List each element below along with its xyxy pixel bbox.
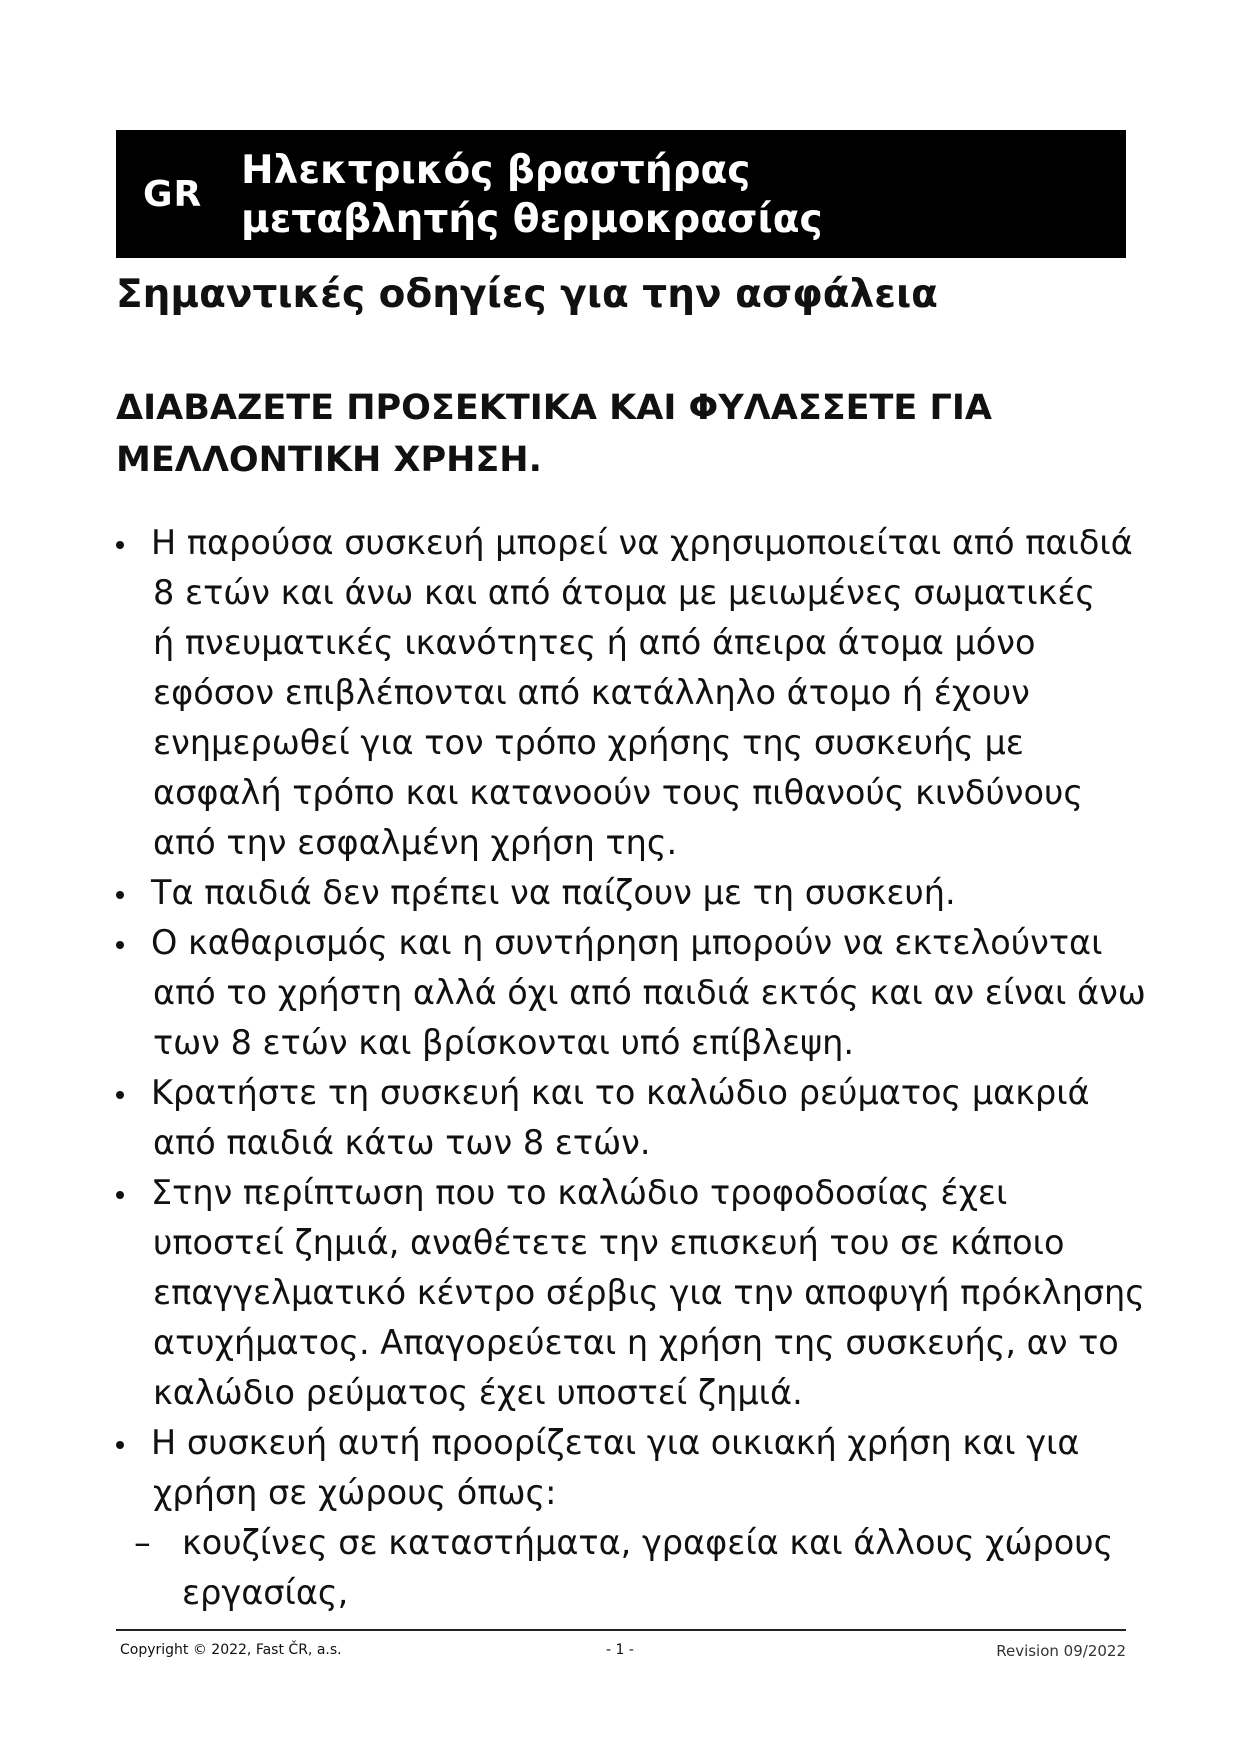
list-item-line: εφόσον επιβλέπονται από κατάλληλο άτομο ή έχουν bbox=[153, 673, 1030, 712]
list-item-line: από την εσφαλμένη χρήση της. bbox=[153, 823, 678, 862]
list-item-line: ή πνευματικές ικανότητες ή από άπειρα άτομα μόνο bbox=[153, 623, 1036, 662]
list-item-line: από παιδιά κάτω των 8 ετών. bbox=[153, 1123, 651, 1162]
revision-label: Revision 09/2022 bbox=[996, 1642, 1126, 1660]
list-item-line: κουζίνες σε καταστήματα, γραφεία και άλλους χώρους bbox=[182, 1523, 1114, 1562]
bullet-icon bbox=[116, 1441, 124, 1449]
list-item-line: Η παρούσα συσκευή μπορεί να χρησιμοποιείται από παιδιά bbox=[151, 523, 1133, 562]
list-item-line: των 8 ετών και βρίσκονται υπό επίβλεψη. bbox=[153, 1023, 855, 1062]
warning-heading bbox=[116, 382, 992, 486]
bullet-icon bbox=[116, 941, 124, 949]
list-item-line: ατυχήματος. Απαγορεύεται η χρήση της συσκευής, αν το bbox=[153, 1323, 1119, 1362]
list-item-line: υποστεί ζημιά, αναθέτετε την επισκευή του σε κάποιο bbox=[153, 1223, 1065, 1262]
list-item bbox=[116, 518, 1136, 868]
header-bar bbox=[116, 130, 1126, 258]
language-code: GR bbox=[143, 174, 203, 215]
copyright-notice: Copyright © 2022, Fast ČR, a.s. bbox=[120, 1642, 342, 1658]
document-title bbox=[241, 146, 823, 244]
sub-list-item bbox=[134, 1518, 1136, 1618]
list-item-line: Η συσκευή αυτή προορίζεται για οικιακή χρήση και για bbox=[151, 1423, 1080, 1462]
bullet-icon bbox=[116, 1191, 124, 1199]
warning-line-2: ΜΕΛΛΟΝΤΙΚΗ ΧΡΗΣΗ. bbox=[116, 440, 542, 480]
page-number: - 1 - bbox=[606, 1642, 634, 1658]
safety-instructions-list bbox=[116, 518, 1146, 1618]
list-item bbox=[116, 868, 1136, 918]
section-heading: Σημαντικές οδηγίες για την ασφάλεια bbox=[116, 272, 938, 317]
list-item-line: από το χρήστη αλλά όχι από παιδιά εκτός και αν είναι άνω bbox=[153, 973, 1146, 1012]
list-item-line: Ο καθαρισμός και η συντήρηση μπορούν να εκτελούνται bbox=[151, 923, 1103, 962]
list-item-line: εργασίας, bbox=[182, 1573, 349, 1612]
document-title-line-1: Ηλεκτρικός βραστήρας bbox=[241, 148, 751, 193]
list-item bbox=[116, 1418, 1136, 1518]
warning-line-1: ΔΙΑΒΑΖΕΤΕ ΠΡΟΣΕΚΤΙΚΑ ΚΑΙ ΦΥΛΑΣΣΕΤΕ ΓΙΑ bbox=[116, 388, 992, 428]
list-item-line: επαγγελματικό κέντρο σέρβις για την αποφυγή πρόκλησης bbox=[153, 1273, 1145, 1312]
list-item bbox=[116, 918, 1146, 1068]
dash-marker: – bbox=[134, 1523, 151, 1562]
bullet-icon bbox=[116, 1091, 124, 1099]
list-item-line: Στην περίπτωση που το καλώδιο τροφοδοσίας έχει bbox=[151, 1173, 1008, 1212]
list-item-line: ενημερωθεί για τον τρόπο χρήσης της συσκευής με bbox=[153, 723, 1024, 762]
bullet-icon bbox=[116, 891, 124, 899]
list-item-line: χρήση σε χώρους όπως: bbox=[153, 1473, 557, 1512]
list-item bbox=[116, 1068, 1136, 1168]
list-item-line: ασφαλή τρόπο και κατανοούν τους πιθανούς κινδύνους bbox=[153, 773, 1084, 812]
list-item-line: Κρατήστε τη συσκευή και το καλώδιο ρεύματος μακριά bbox=[151, 1073, 1090, 1112]
document-title-line-2: μεταβλητής θερμοκρασίας bbox=[241, 197, 823, 242]
page-footer bbox=[116, 1642, 1126, 1666]
footer-divider bbox=[116, 1629, 1126, 1631]
bullet-icon bbox=[116, 541, 124, 549]
list-item-line: 8 ετών και άνω και από άτομα με μειωμένες σωματικές bbox=[153, 573, 1096, 612]
list-item bbox=[116, 1168, 1145, 1418]
list-item-line: καλώδιο ρεύματος έχει υποστεί ζημιά. bbox=[153, 1373, 803, 1412]
list-item-line: Τα παιδιά δεν πρέπει να παίζουν με τη συσκευή. bbox=[151, 873, 956, 912]
